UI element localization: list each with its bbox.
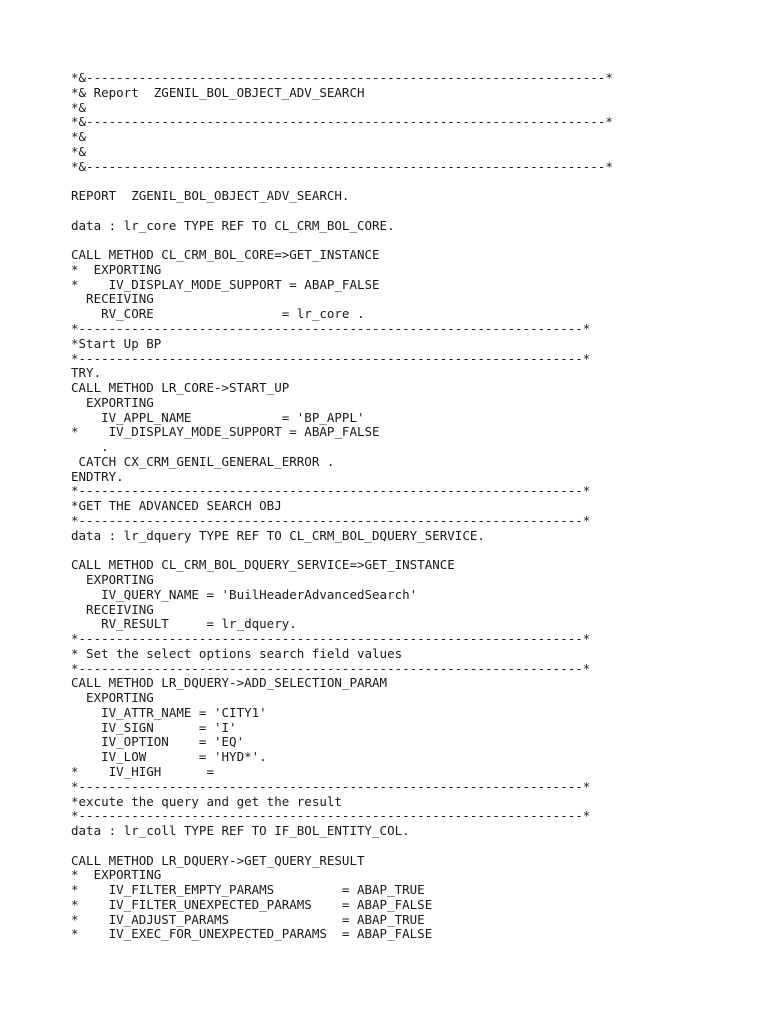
code-line: *&---------------------------------------------------------------------* [71, 114, 613, 130]
code-line: *-------------------------------------------------------------------* [71, 660, 591, 676]
code-line: EXPORTING [71, 572, 154, 588]
code-line: data : lr_coll TYPE REF TO IF_BOL_ENTITY_COL. [71, 823, 410, 839]
code-line: * EXPORTING [71, 261, 162, 277]
code-line: IV_SIGN = 'I' [71, 719, 237, 735]
code-line: CALL METHOD LR_CORE->START_UP [71, 380, 290, 396]
code-line: IV_OPTION = 'EQ' [71, 734, 245, 750]
code-line: * IV_FILTER_UNEXPECTED_PARAMS = ABAP_FALSE [71, 896, 433, 912]
code-line: IV_APPL_NAME = 'BP_APPL' [71, 409, 365, 425]
code-line: *& Report ZGENIL_BOL_OBJECT_ADV_SEARCH [71, 84, 365, 100]
code-line: * Set the select options search field values [71, 645, 403, 661]
code-line: IV_QUERY_NAME = 'BuilHeaderAdvancedSearch' [71, 586, 418, 602]
code-line: *& [71, 143, 87, 159]
code-line: *&---------------------------------------------------------------------* [71, 158, 613, 174]
code-line: * IV_EXEC_FOR_UNEXPECTED_PARAMS = ABAP_FALSE [71, 926, 433, 942]
code-line: *-------------------------------------------------------------------* [71, 483, 591, 499]
code-line: CALL METHOD CL_CRM_BOL_DQUERY_SERVICE=>GET_INSTANCE [71, 557, 455, 573]
code-line: * IV_DISPLAY_MODE_SUPPORT = ABAP_FALSE [71, 424, 380, 440]
code-line: IV_LOW = 'HYD*'. [71, 749, 267, 765]
code-line: *-------------------------------------------------------------------* [71, 512, 591, 528]
code-line: *-------------------------------------------------------------------* [71, 808, 591, 824]
code-line: * IV_FILTER_EMPTY_PARAMS = ABAP_TRUE [71, 882, 425, 898]
code-line: *-------------------------------------------------------------------* [71, 350, 591, 366]
code-line: *& [71, 99, 87, 115]
code-line: CALL METHOD CL_CRM_BOL_CORE=>GET_INSTANCE [71, 247, 380, 263]
code-line: * EXPORTING [71, 867, 162, 883]
code-line: *-------------------------------------------------------------------* [71, 631, 591, 647]
code-line: IV_ATTR_NAME = 'CITY1' [71, 704, 267, 720]
abap-source-code [71, 71, 613, 942]
code-line: RECEIVING [71, 291, 154, 307]
code-line: *-------------------------------------------------------------------* [71, 321, 591, 337]
code-line: CALL METHOD LR_DQUERY->ADD_SELECTION_PARAM [71, 675, 388, 691]
code-line: RV_RESULT = lr_dquery. [71, 616, 297, 632]
code-line: * IV_HIGH = [71, 763, 214, 779]
code-line [71, 544, 613, 559]
code-line: *excute the query and get the result [71, 793, 342, 809]
code-line: *& [71, 129, 87, 145]
code-line: . [71, 439, 109, 455]
code-line: RECEIVING [71, 601, 154, 617]
code-line: EXPORTING [71, 394, 154, 410]
code-line: ENDTRY. [71, 468, 124, 484]
code-line: EXPORTING [71, 690, 154, 706]
code-line: RV_CORE = lr_core . [71, 306, 365, 322]
code-line [71, 839, 613, 854]
code-line: * IV_ADJUST_PARAMS = ABAP_TRUE [71, 911, 425, 927]
code-line [71, 204, 613, 219]
code-line [71, 174, 613, 189]
code-line: REPORT ZGENIL_BOL_OBJECT_ADV_SEARCH. [71, 188, 350, 204]
code-line: data : lr_core TYPE REF TO CL_CRM_BOL_CORE. [71, 217, 395, 233]
code-line: CALL METHOD LR_DQUERY->GET_QUERY_RESULT [71, 852, 365, 868]
code-line: *&---------------------------------------------------------------------* [71, 70, 613, 85]
code-line [71, 233, 613, 248]
code-line: CATCH CX_CRM_GENIL_GENERAL_ERROR . [71, 453, 335, 469]
code-line: *GET THE ADVANCED SEARCH OBJ [71, 498, 282, 514]
code-line: * IV_DISPLAY_MODE_SUPPORT = ABAP_FALSE [71, 276, 380, 292]
code-line: *-------------------------------------------------------------------* [71, 778, 591, 794]
code-line: TRY. [71, 365, 102, 381]
code-line: data : lr_dquery TYPE REF TO CL_CRM_BOL_DQUERY_SERVICE. [71, 527, 485, 543]
code-line: *Start Up BP [71, 335, 162, 351]
